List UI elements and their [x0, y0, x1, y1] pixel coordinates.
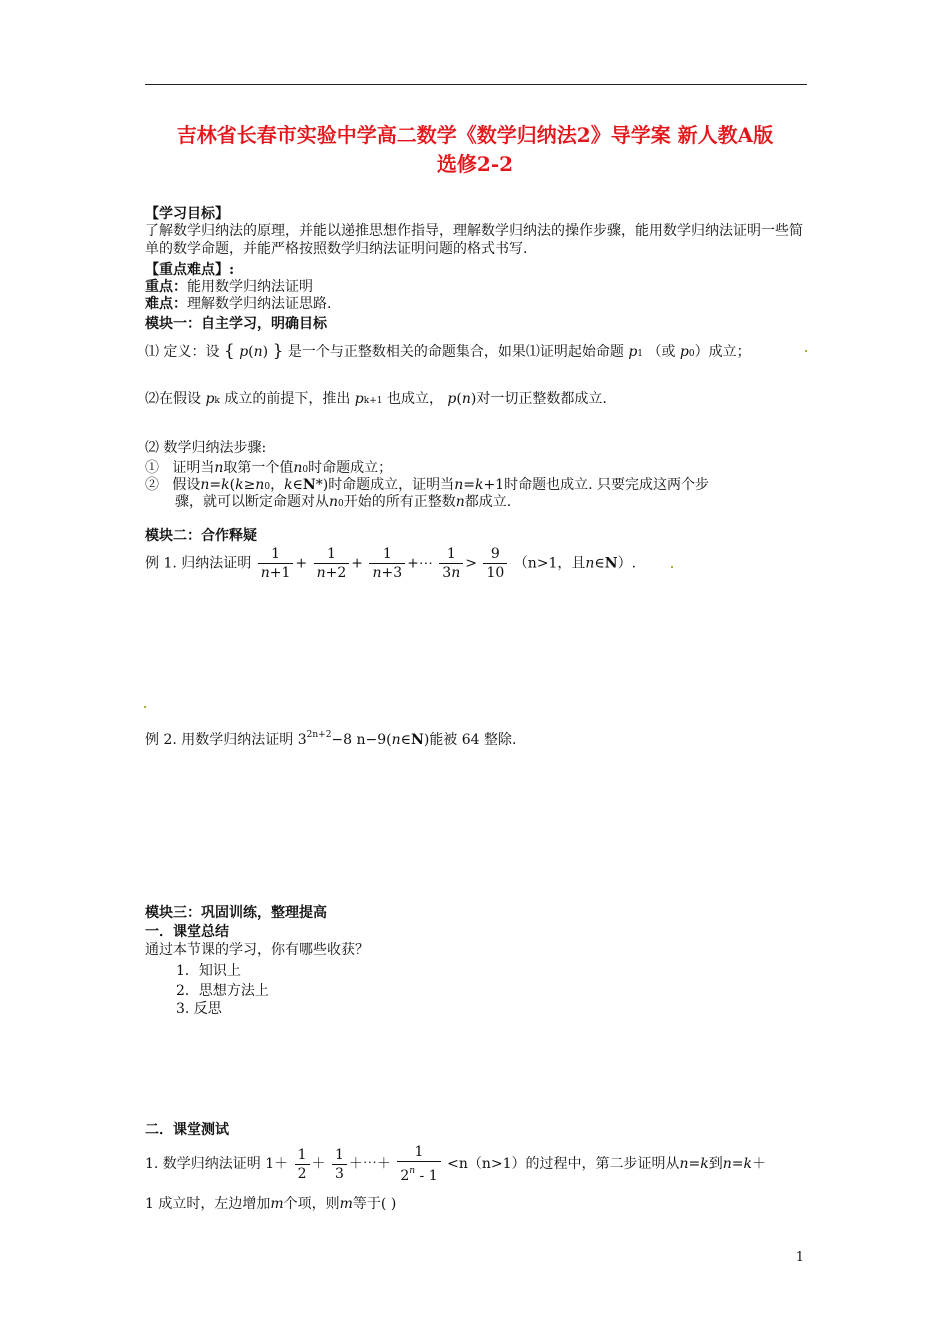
- step1-a: 证明当: [172, 460, 215, 476]
- ex1-prefix: 例 1. 归纳法证明: [145, 555, 252, 572]
- def-or: （或: [647, 344, 676, 360]
- assume-end: 对一切正整数都成立.: [476, 391, 607, 407]
- q1-mid: <n（n>1）的过程中，第二步证明从: [447, 1156, 680, 1172]
- fraction-1-over-n2: $\frac{1}{n+2}$: [314, 545, 350, 582]
- ex2-mid: −8 n−9: [331, 732, 387, 748]
- q1-line2b: 个项，则: [283, 1196, 340, 1212]
- step1-num: ①: [145, 460, 159, 476]
- p1-symbol: p1: [628, 344, 644, 360]
- difficulty-label: 难点：: [145, 296, 187, 312]
- ex2-end: 能被 64 整除.: [429, 732, 517, 748]
- fraction-1-over-2: $\frac{1}{2}$: [295, 1146, 310, 1183]
- ex2-prefix: 例 2. 用数学归纳法证明 3: [145, 732, 307, 748]
- module2-heading: 模块二：合作释疑: [145, 528, 257, 544]
- step2-a: 假设: [172, 477, 201, 493]
- definition-line: [145, 341, 751, 361]
- set-p-n: { p(n) }: [223, 341, 284, 361]
- step2-line2: 骤，就可以断定命题对从n0开始的所有正整数n都成立.: [175, 494, 512, 510]
- key-heading: 【重点难点】:: [145, 262, 235, 278]
- p0-symbol: p0: [679, 344, 695, 360]
- header-rule: [145, 84, 807, 85]
- module3-heading: 模块三：巩固训练，整理提高: [145, 905, 327, 921]
- q1-prefix: 1. 数学归纳法证明 1＋: [145, 1156, 289, 1172]
- fraction-1-over-n3: $\frac{1}{n+3}$: [369, 545, 405, 582]
- page-number: 1: [795, 1250, 804, 1265]
- q1-line2c: 等于( ): [352, 1196, 397, 1212]
- scan-dot: [805, 350, 807, 352]
- fraction-1-over-2n-1: $\frac{1}{2^n - 1}$: [397, 1143, 440, 1185]
- step2-num: ②: [145, 477, 159, 493]
- step2-line2-a: 骤，就可以断定命题对从: [175, 494, 329, 510]
- pk-symbol: pk: [205, 391, 220, 407]
- fraction-1-over-3: $\frac{1}{3}$: [332, 1146, 347, 1183]
- step2-b: 时命题成立，证明当: [328, 477, 455, 493]
- p-n-symbol: p(n): [447, 391, 477, 407]
- goals-text: 了解数学归纳法的原理，并能以递推思想作指导，理解数学归纳法的操作步骤，能用数学归纳法证明一些简单的数学命题，并能严格按照数学归纳法证明问题的格式书写.: [145, 223, 803, 257]
- step2-line: ② 假设n=k(k≥n0，k∈N*)时命题成立，证明当n=k+1时命题也成立. 只要完成这两个步: [145, 477, 709, 493]
- summary-item-1: 1．知识上: [176, 963, 241, 979]
- test-heading: 二．课堂测试: [145, 1122, 229, 1138]
- focus-text: 能用数学归纳法证明: [187, 279, 313, 295]
- def-end: ）成立；: [694, 344, 751, 360]
- question-1: 1. 数学归纳法证明 1＋ $\frac{1}{2}$ ＋ $\frac{1}{3}$ ＋⋯＋ $\frac{1}{2^n - 1}$ <n（n>1）的过程中，第二步证明从n=k到n=k＋: [145, 1144, 766, 1184]
- ex1-cond: （n>1，且: [513, 555, 586, 572]
- assume-prefix: ⑵在假设: [145, 391, 201, 407]
- step1-c: 时命题成立；: [308, 460, 393, 476]
- summary-item-3: 3. 反思: [176, 1001, 222, 1017]
- pk1-symbol: pk+1: [354, 391, 383, 407]
- step1-line: ① 证明当n取第一个值n0时命题成立；: [145, 460, 393, 476]
- page-title-line2: 选修2-2: [436, 152, 514, 176]
- step2-line2-b: 开始的所有正整数: [343, 494, 456, 510]
- def-prefix: ⑴ 定义：设: [145, 344, 220, 360]
- summary-question: 通过本节课的学习，你有哪些收获？: [145, 942, 369, 958]
- summary-heading: 一．课堂总结: [145, 924, 229, 940]
- example1: 例 1. 归纳法证明 $\frac{1}{n+1}$ + $\frac{1}{n+2}$ + $\frac{1}{n+3}$ +⋯ $\frac{1}{3n}$ > $\frac{9}{10}$ （n>1，且n∈N）.: [145, 546, 637, 581]
- q1-line2: 1 成立时，左边增加: [145, 1196, 271, 1212]
- module1-heading: 模块一：自主学习，明确目标: [145, 316, 327, 332]
- scan-dot: [144, 706, 146, 708]
- page-title: 吉林省长春市实验中学高二数学《数学归纳法2》导学案 新人教A版: [176, 123, 774, 147]
- difficulty-line: [145, 293, 331, 313]
- assume-mid: 成立的前提下，推出: [224, 391, 351, 407]
- focus-label: 重点：: [145, 279, 187, 295]
- def-mid: 是一个与正整数相关的命题集合，如果⑴证明起始命题: [287, 344, 624, 360]
- ex2-exponent: 2n+2: [306, 730, 332, 740]
- steps-heading: ⑵ 数学归纳法步骤:: [145, 440, 267, 456]
- assume-line: [145, 388, 607, 408]
- assume-mid2: 也成立，: [386, 391, 443, 407]
- ex1-end: ）.: [617, 555, 637, 572]
- fraction-1-over-3n: $\frac{1}{3n}$: [439, 545, 463, 582]
- summary-item-2: 2．思想方法上: [176, 983, 269, 999]
- fraction-9-over-10: $\frac{9}{10}$: [483, 545, 507, 582]
- q1-tail: 到: [708, 1156, 723, 1172]
- scan-dot: [671, 566, 673, 568]
- step2-line2-c: 都成立.: [464, 494, 512, 510]
- fraction-1-over-n1: $\frac{1}{n+1}$: [258, 545, 294, 582]
- example2: 例 2. 用数学归纳法证明 $3^{2n+2}-8$ n−9(n∈N)能被 64 整除.: [145, 730, 517, 748]
- step2-c: 时命题也成立. 只要完成这两个步: [504, 477, 709, 493]
- step1-b: 取第一个值: [223, 460, 294, 476]
- goals-heading: 【学习目标】: [145, 206, 229, 222]
- question-1-line2: 1 成立时，左边增加m个项，则m等于( ): [145, 1196, 397, 1212]
- difficulty-text: 理解数学归纳法证思路.: [187, 296, 332, 312]
